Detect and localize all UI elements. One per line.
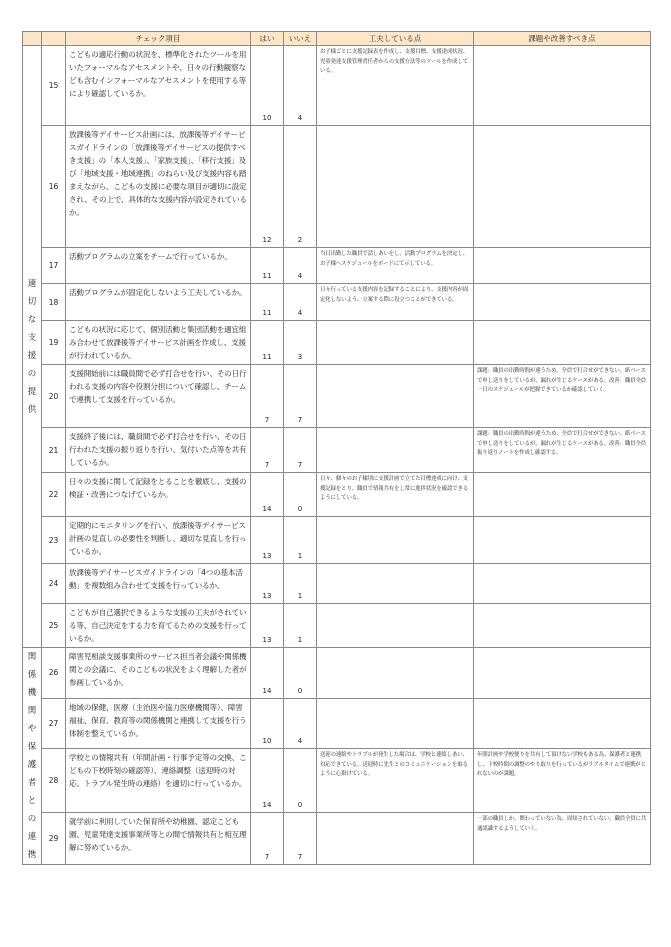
- table-row: [23, 517, 651, 564]
- issues-note: 課題：職員の出勤時間が違うため、全員で打合せができない。紙ベースで申し送りをしているが、漏れが生じるケースがある。改善：職員全員一日のスケジュールが把握できているか確認していく。: [474, 365, 651, 428]
- issues-note: [474, 126, 651, 248]
- issues-note: [474, 698, 651, 749]
- efforts-note: [317, 517, 474, 564]
- no-count: 4: [284, 46, 317, 126]
- no-count: 0: [284, 749, 317, 813]
- yes-count: 13: [251, 564, 284, 604]
- no-count: 3: [284, 321, 317, 365]
- yes-count: 7: [251, 428, 284, 473]
- row-number: 23: [42, 517, 66, 564]
- no-count: 7: [284, 365, 317, 428]
- no-count: 1: [284, 564, 317, 604]
- group-label-char: 供: [27, 404, 37, 415]
- group-label-char: の: [27, 368, 37, 379]
- group-label-char: 援: [27, 350, 37, 361]
- issues-note: [474, 284, 651, 321]
- no-count: 4: [284, 248, 317, 284]
- yes-count: 13: [251, 604, 284, 648]
- yes-count: 14: [251, 473, 284, 517]
- issues-note: [474, 648, 651, 699]
- header-yes: はい: [251, 32, 284, 46]
- table-row: [23, 428, 651, 473]
- efforts-note: [317, 813, 474, 865]
- group-label: [23, 648, 42, 865]
- group-label-char: 関: [27, 652, 37, 662]
- issues-note: [474, 604, 651, 648]
- group-label-char: の: [27, 814, 37, 824]
- group-label-char: 者: [27, 778, 37, 788]
- yes-count: 7: [251, 813, 284, 865]
- table-row: [23, 604, 651, 648]
- group-label-char: 保: [27, 742, 37, 752]
- group-label-char: や: [27, 724, 37, 734]
- header-group: [23, 32, 42, 46]
- row-number: 26: [42, 648, 66, 699]
- issues-note: [474, 473, 651, 517]
- group-label: [23, 46, 42, 648]
- efforts-note: [317, 648, 474, 699]
- issues-note: [474, 248, 651, 284]
- row-number: 27: [42, 698, 66, 749]
- check-item-text: こどもの状況に応じて、個別活動と集団活動を適宜組み合わせて放課後等デイサービス計画を作成し、支援が行われているか。: [66, 321, 251, 365]
- group-label-char: 支: [27, 332, 37, 343]
- table-row: [23, 749, 651, 813]
- row-number: 22: [42, 473, 66, 517]
- issues-note: 課題：職員の出勤時間が違うため、全員で打合せができない。紙ベースで申し送りをしているが、漏れが生じるケースがある。改善：職員全員振り返りノートを作成し確認する。: [474, 428, 651, 473]
- check-item-text: 活動プログラムが固定化しないよう工夫しているか。: [66, 284, 251, 321]
- yes-count: 7: [251, 365, 284, 428]
- header-issues: 課題や改善すべき点: [474, 32, 651, 46]
- table-row: [23, 365, 651, 428]
- header-number: [42, 32, 66, 46]
- group-label-char: 携: [27, 850, 37, 860]
- table-row: [23, 813, 651, 865]
- efforts-note: [317, 365, 474, 428]
- issues-note: [474, 321, 651, 365]
- yes-count: 12: [251, 126, 284, 248]
- issues-note: [474, 46, 651, 126]
- table-row: [23, 648, 651, 699]
- efforts-note: 当日出勤した職員で話しあいをし、活動プログラムを決定し、お子様へスケジュールをボードにて示している。: [317, 248, 474, 284]
- check-item-text: 支援終了後には、職員間で必ず打合せを行い、その日行われた支援の振り返りを行い、気付いた点等を共有しているか。: [66, 428, 251, 473]
- header-check-item: チェック項目: [66, 32, 251, 46]
- check-item-text: こどもが自己選択できるような支援の工夫がされている等、自己決定をする力を育てるための支援を行っているか。: [66, 604, 251, 648]
- header-no: いいえ: [284, 32, 317, 46]
- group-label-char: 係: [27, 670, 37, 680]
- efforts-note: 日々、個々のお子様別に支援計画で立てた目標達成に向け、支援記録をとり、職員で情報共有をし常に進捗状況を確認できるようにしている。: [317, 473, 474, 517]
- row-number: 15: [42, 46, 66, 126]
- yes-count: 13: [251, 517, 284, 564]
- no-count: 0: [284, 648, 317, 699]
- row-number: 28: [42, 749, 66, 813]
- check-item-text: 放課後等デイサービス計画には、放課後等デイサービスガイドラインの「放課後等デイサービスの提供すべき支援」の「本人支援」、「家族支援」、「移行支援」及び「地域支援・地域連携」のねらい及び支援内容も踏まえながら、こどもの支援に必要な項目が適切に設定され、その上で、具体的な支援内容が設定されているか。: [66, 126, 251, 248]
- no-count: 2: [284, 126, 317, 248]
- efforts-note: お子様ごとに支援記録表を作成し、支援目標、支援達成状況、児童発達支援管理責任者からの支援方法等のツールを作成している。: [317, 46, 474, 126]
- yes-count: 10: [251, 46, 284, 126]
- row-number: 18: [42, 284, 66, 321]
- self-evaluation-sheet: [22, 31, 650, 865]
- no-count: 7: [284, 428, 317, 473]
- table-row: [23, 126, 651, 248]
- no-count: 1: [284, 517, 317, 564]
- efforts-note: [317, 698, 474, 749]
- no-count: 7: [284, 813, 317, 865]
- group-label-char: 連: [27, 832, 37, 842]
- no-count: 0: [284, 473, 317, 517]
- issues-note: 年間計画や学校便りを共有して頂けない学校もある為、保護者と連携し、下校時間の調整のやり取りを行っているがリアルタイムで連携がとれないのが課題。: [474, 749, 651, 813]
- efforts-note: [317, 126, 474, 248]
- yes-count: 11: [251, 284, 284, 321]
- yes-count: 10: [251, 698, 284, 749]
- row-number: 21: [42, 428, 66, 473]
- table-row: [23, 698, 651, 749]
- row-number: 17: [42, 248, 66, 284]
- no-count: 4: [284, 284, 317, 321]
- check-item-text: 支援開始前には職員間で必ず打合せを行い、その日行われる支援の内容や役割分担について確認し、チームで連携して支援を行っているか。: [66, 365, 251, 428]
- issues-note: [474, 517, 651, 564]
- row-number: 24: [42, 564, 66, 604]
- table-row: [23, 46, 651, 126]
- row-number: 29: [42, 813, 66, 865]
- check-item-text: 日々の支援に関して記録をとることを徹底し、支援の検証・改善につなげているか。: [66, 473, 251, 517]
- efforts-note: [317, 564, 474, 604]
- check-item-text: 放課後等デイサービスガイドラインの「4つの基本活動」を複数組み合わせて支援を行っているか。: [66, 564, 251, 604]
- efforts-note: [317, 321, 474, 365]
- row-number: 25: [42, 604, 66, 648]
- yes-count: 14: [251, 648, 284, 699]
- group-label-char: と: [27, 796, 37, 806]
- efforts-note: [317, 428, 474, 473]
- check-item-text: 活動プログラムの立案をチームで行っているか。: [66, 248, 251, 284]
- check-item-text: 学校との情報共有（年間計画・行事予定等の交換、こどもの下校時刻の確認等）、連絡調整（送迎時の対応、トラブル発生時の連絡）を適切に行っているか。: [66, 749, 251, 813]
- table-row: [23, 473, 651, 517]
- issues-note: [474, 564, 651, 604]
- yes-count: 11: [251, 321, 284, 365]
- no-count: 1: [284, 604, 317, 648]
- table-row: [23, 284, 651, 321]
- no-count: 4: [284, 698, 317, 749]
- header-efforts: 工夫している点: [317, 32, 474, 46]
- table-row: [23, 564, 651, 604]
- table-row: [23, 321, 651, 365]
- efforts-note: 送迎の連絡やトラブルが発生した場合は、学校と連絡しあい、対応できている。送迎時に先生とのコミュニケーションを取るように心掛けている。: [317, 749, 474, 813]
- check-item-text: こどもの適応行動の状況を、標準化されたツールを用いたフォーマルなアセスメントや、日々の行動観察なども含むインフォーマルなアセスメントを使用する等により確認しているか。: [66, 46, 251, 126]
- table-row: [23, 248, 651, 284]
- check-item-text: 地域の保健、医療（主治医や協力医療機関等）、障害福祉、保育、教育等の関係機関と連携して支援を行う体制を整えているか。: [66, 698, 251, 749]
- check-item-text: 障害児相談支援事業所のサービス担当者会議や関係機関との会議に、そのこどもの状況をよく理解した者が参画しているか。: [66, 648, 251, 699]
- row-number: 16: [42, 126, 66, 248]
- yes-count: 14: [251, 749, 284, 813]
- group-label-char: 切: [27, 296, 37, 307]
- table-header-row: [23, 32, 651, 46]
- yes-count: 11: [251, 248, 284, 284]
- group-label-char: 護: [27, 760, 37, 770]
- efforts-note: 日々行っている支援内容を記録することにより、支援内容が固定化しないよう、立案する際に役立つことができている。: [317, 284, 474, 321]
- check-item-text: 就学前に利用していた保育所や幼稚園、認定こども園、児童発達支援事業所等との間で情報共有と相互理解に努めているか。: [66, 813, 251, 865]
- row-number: 20: [42, 365, 66, 428]
- group-label-char: 提: [27, 386, 37, 397]
- issues-note: 一部の職員しか、関わっていない為、周知されていない。職員全員に共通認識するようしていく。: [474, 813, 651, 865]
- efforts-note: [317, 604, 474, 648]
- group-label-char: 機: [27, 688, 37, 698]
- checklist-table: [22, 31, 651, 865]
- group-label-char: 関: [27, 706, 37, 716]
- check-item-text: 定期的にモニタリングを行い、放課後等デイサービス計画の見直しの必要性を判断し、適切な見直しを行っているか。: [66, 517, 251, 564]
- group-label-char: な: [27, 314, 37, 325]
- row-number: 19: [42, 321, 66, 365]
- group-label-char: 適: [27, 278, 37, 289]
